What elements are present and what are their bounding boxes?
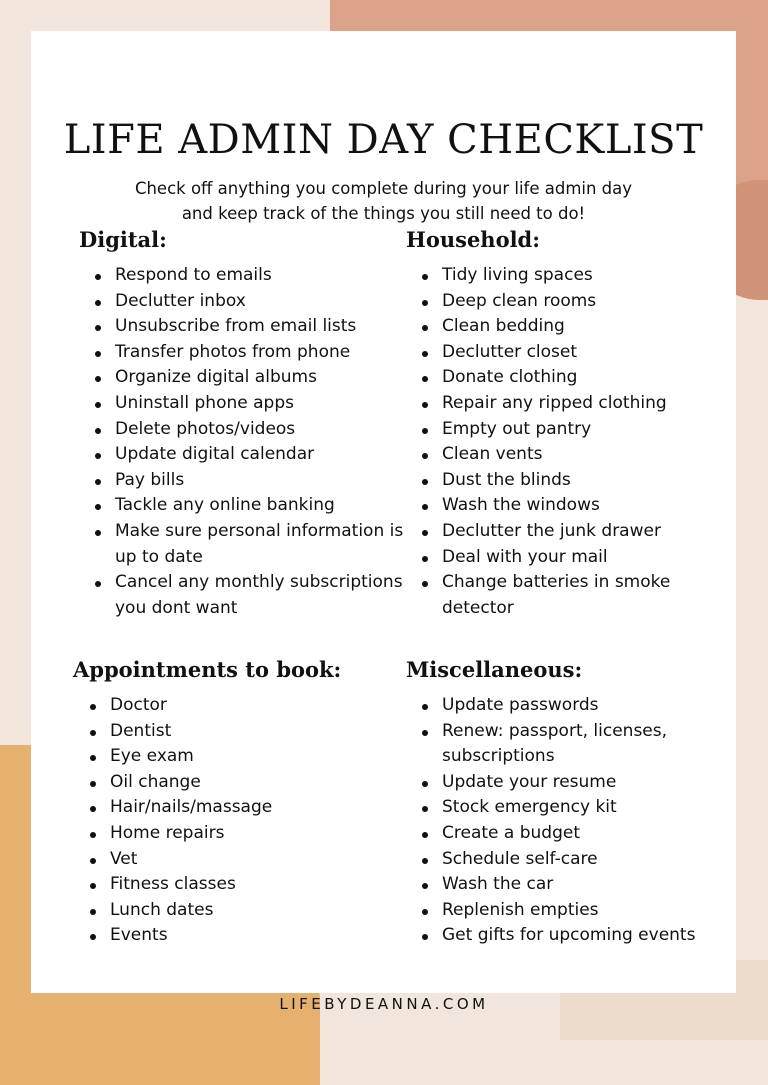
checklist-item: Make sure personal information is up to date [79,519,409,570]
section-appointments [73,655,403,949]
checklist-item: Change batteries in smoke detector [406,570,726,621]
checklist-item: Unsubscribe from email lists [79,314,409,340]
checklist-item: Organize digital albums [79,365,409,391]
section-heading-miscellaneous: Miscellaneous: [406,657,583,682]
checklist-item: Dentist [73,719,403,745]
checklist-item: Pay bills [79,468,409,494]
checklist-item: Respond to emails [79,263,409,289]
page-title: LIFE ADMIN DAY CHECKLIST [63,117,704,163]
checklist-item: Deep clean rooms [406,289,726,315]
section-household [406,225,726,621]
checklist-digital [79,263,409,621]
footer-website: LIFEBYDEANNA.COM [279,995,489,1013]
section-miscellaneous [406,655,736,949]
checklist-item: Create a budget [406,821,736,847]
checklist-appointments [73,693,403,949]
checklist-item: Hair/nails/massage [73,795,403,821]
checklist-item: Declutter closet [406,340,726,366]
checklist-item: Declutter the junk drawer [406,519,726,545]
subtitle-line-2: and keep track of the things you still need to do! [181,204,586,223]
checklist-item: Wash the windows [406,493,726,519]
checklist-item: Declutter inbox [79,289,409,315]
checklist-item: Events [73,923,403,949]
checklist-item: Vet [73,847,403,873]
checklist-item: Fitness classes [73,872,403,898]
checklist-item: Cancel any monthly subscriptions you dont want [79,570,409,621]
checklist-item: Update your resume [406,770,736,796]
checklist-item: Schedule self-care [406,847,736,873]
checklist-item: Clean vents [406,442,726,468]
checklist-item: Update passwords [406,693,736,719]
checklist-item: Dust the blinds [406,468,726,494]
checklist-item: Update digital calendar [79,442,409,468]
checklist-item: Repair any ripped clothing [406,391,726,417]
checklist-item: Uninstall phone apps [79,391,409,417]
section-heading-household: Household: [406,227,540,252]
checklist-item: Lunch dates [73,898,403,924]
checklist-item: Doctor [73,693,403,719]
checklist-item: Replenish empties [406,898,736,924]
checklist-item: Stock emergency kit [406,795,736,821]
checklist-item: Deal with your mail [406,545,726,571]
checklist-item: Delete photos/videos [79,417,409,443]
checklist-item: Eye exam [73,744,403,770]
checklist-item: Oil change [73,770,403,796]
section-heading-appointments: Appointments to book: [73,657,342,682]
checklist-item: Donate clothing [406,365,726,391]
checklist-household [406,263,726,621]
checklist-item: Renew: passport, licenses, subscriptions [406,719,736,770]
subtitle-line-1: Check off anything you complete during your life admin day [134,179,633,198]
checklist-item: Tackle any online banking [79,493,409,519]
section-digital [79,225,409,621]
checklist-item: Clean bedding [406,314,726,340]
checklist-item: Tidy living spaces [406,263,726,289]
checklist-item: Empty out pantry [406,417,726,443]
checklist-miscellaneous [406,693,736,949]
checklist-item: Get gifts for upcoming events [406,923,736,949]
checklist-item: Home repairs [73,821,403,847]
section-heading-digital: Digital: [79,227,167,252]
checklist-item: Wash the car [406,872,736,898]
page-subtitle [31,176,736,226]
checklist-item: Transfer photos from phone [79,340,409,366]
